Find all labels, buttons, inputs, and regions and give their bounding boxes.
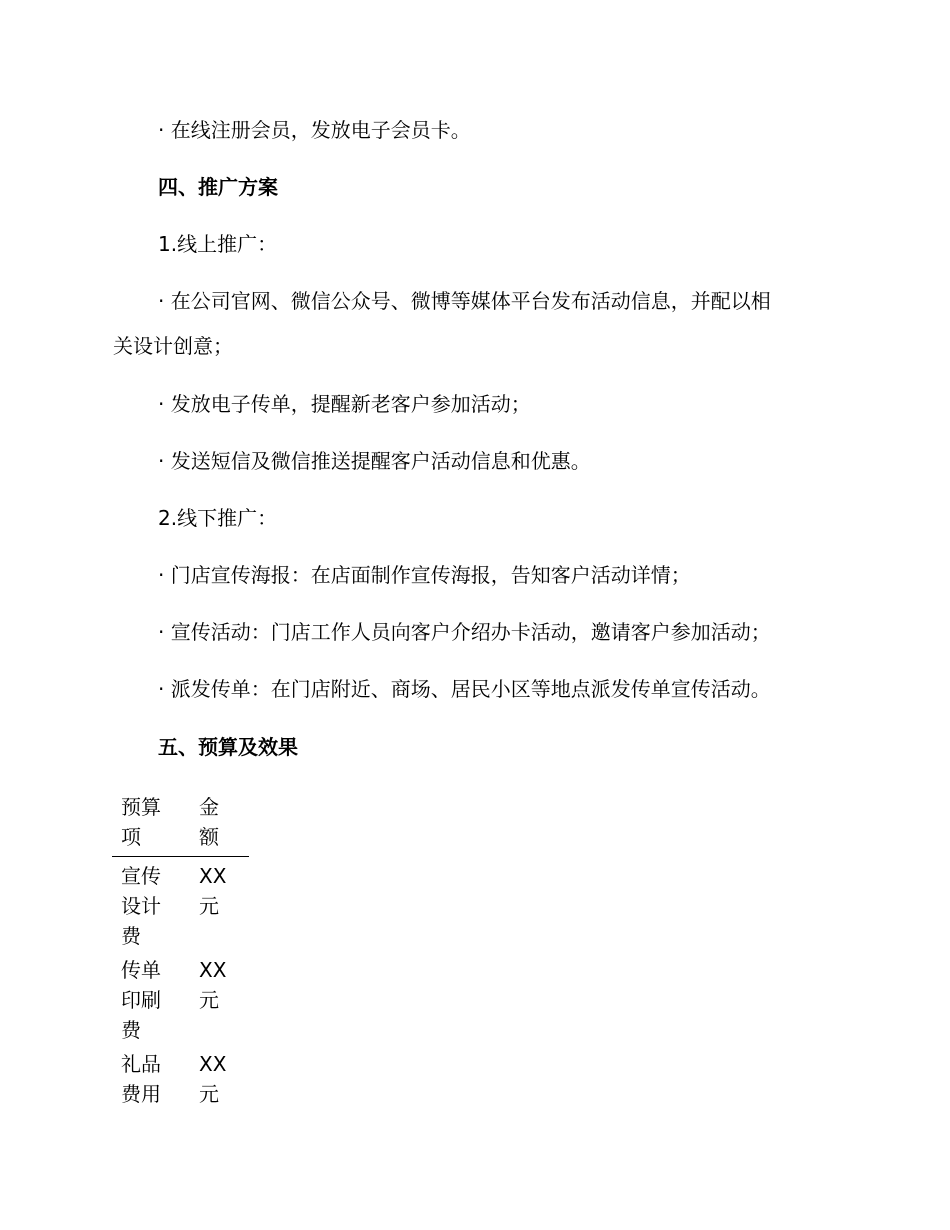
bullet-promotion-activity: · 宣传活动：门店工作人员向客户介绍办卡活动，邀请客户参加活动； [158, 620, 771, 644]
table-row [112, 1045, 249, 1109]
table-cell-item: 宣传设计费 [121, 864, 161, 948]
subheading-offline-promotion: 2.线下推广： [158, 506, 278, 530]
budget-table [112, 792, 249, 1109]
bullet-store-poster: · 门店宣传海报：在店面制作宣传海报，告知客户活动详情； [158, 563, 691, 587]
table-cell-amount: XX元 [199, 958, 227, 1012]
table-row [112, 857, 249, 952]
table-row [112, 951, 249, 1045]
table-cell-amount: XX元 [199, 864, 227, 918]
bullet-online-membership: · 在线注册会员，发放电子会员卡。 [158, 118, 471, 142]
bullet-electronic-flyer: · 发放电子传单，提醒新老客户参加活动； [158, 392, 531, 416]
subheading-online-promotion: 1.线上推广： [158, 232, 278, 256]
table-header-row [112, 792, 249, 857]
bullet-flyer-distribution: · 派发传单：在门店附近、商场、居民小区等地点派发传单宣传活动。 [158, 677, 771, 701]
table-header-amount: 金额 [199, 792, 249, 857]
table-header-budget-item: 预算项 [112, 792, 199, 857]
table-cell-amount: XX元 [199, 1052, 227, 1106]
table-cell-item: 礼品费用 [121, 1052, 161, 1106]
section-heading-budget: 五、预算及效果 [158, 735, 298, 759]
table-cell-item: 传单印刷费 [121, 958, 161, 1042]
section-heading-promotion: 四、推广方案 [158, 175, 278, 199]
bullet-official-media: · 在公司官网、微信公众号、微博等媒体平台发布活动信息，并配以相 [158, 289, 771, 313]
bullet-sms-wechat: · 发送短信及微信推送提醒客户活动信息和优惠。 [158, 449, 591, 473]
bullet-official-media-continued: 关设计创意； [113, 334, 233, 358]
